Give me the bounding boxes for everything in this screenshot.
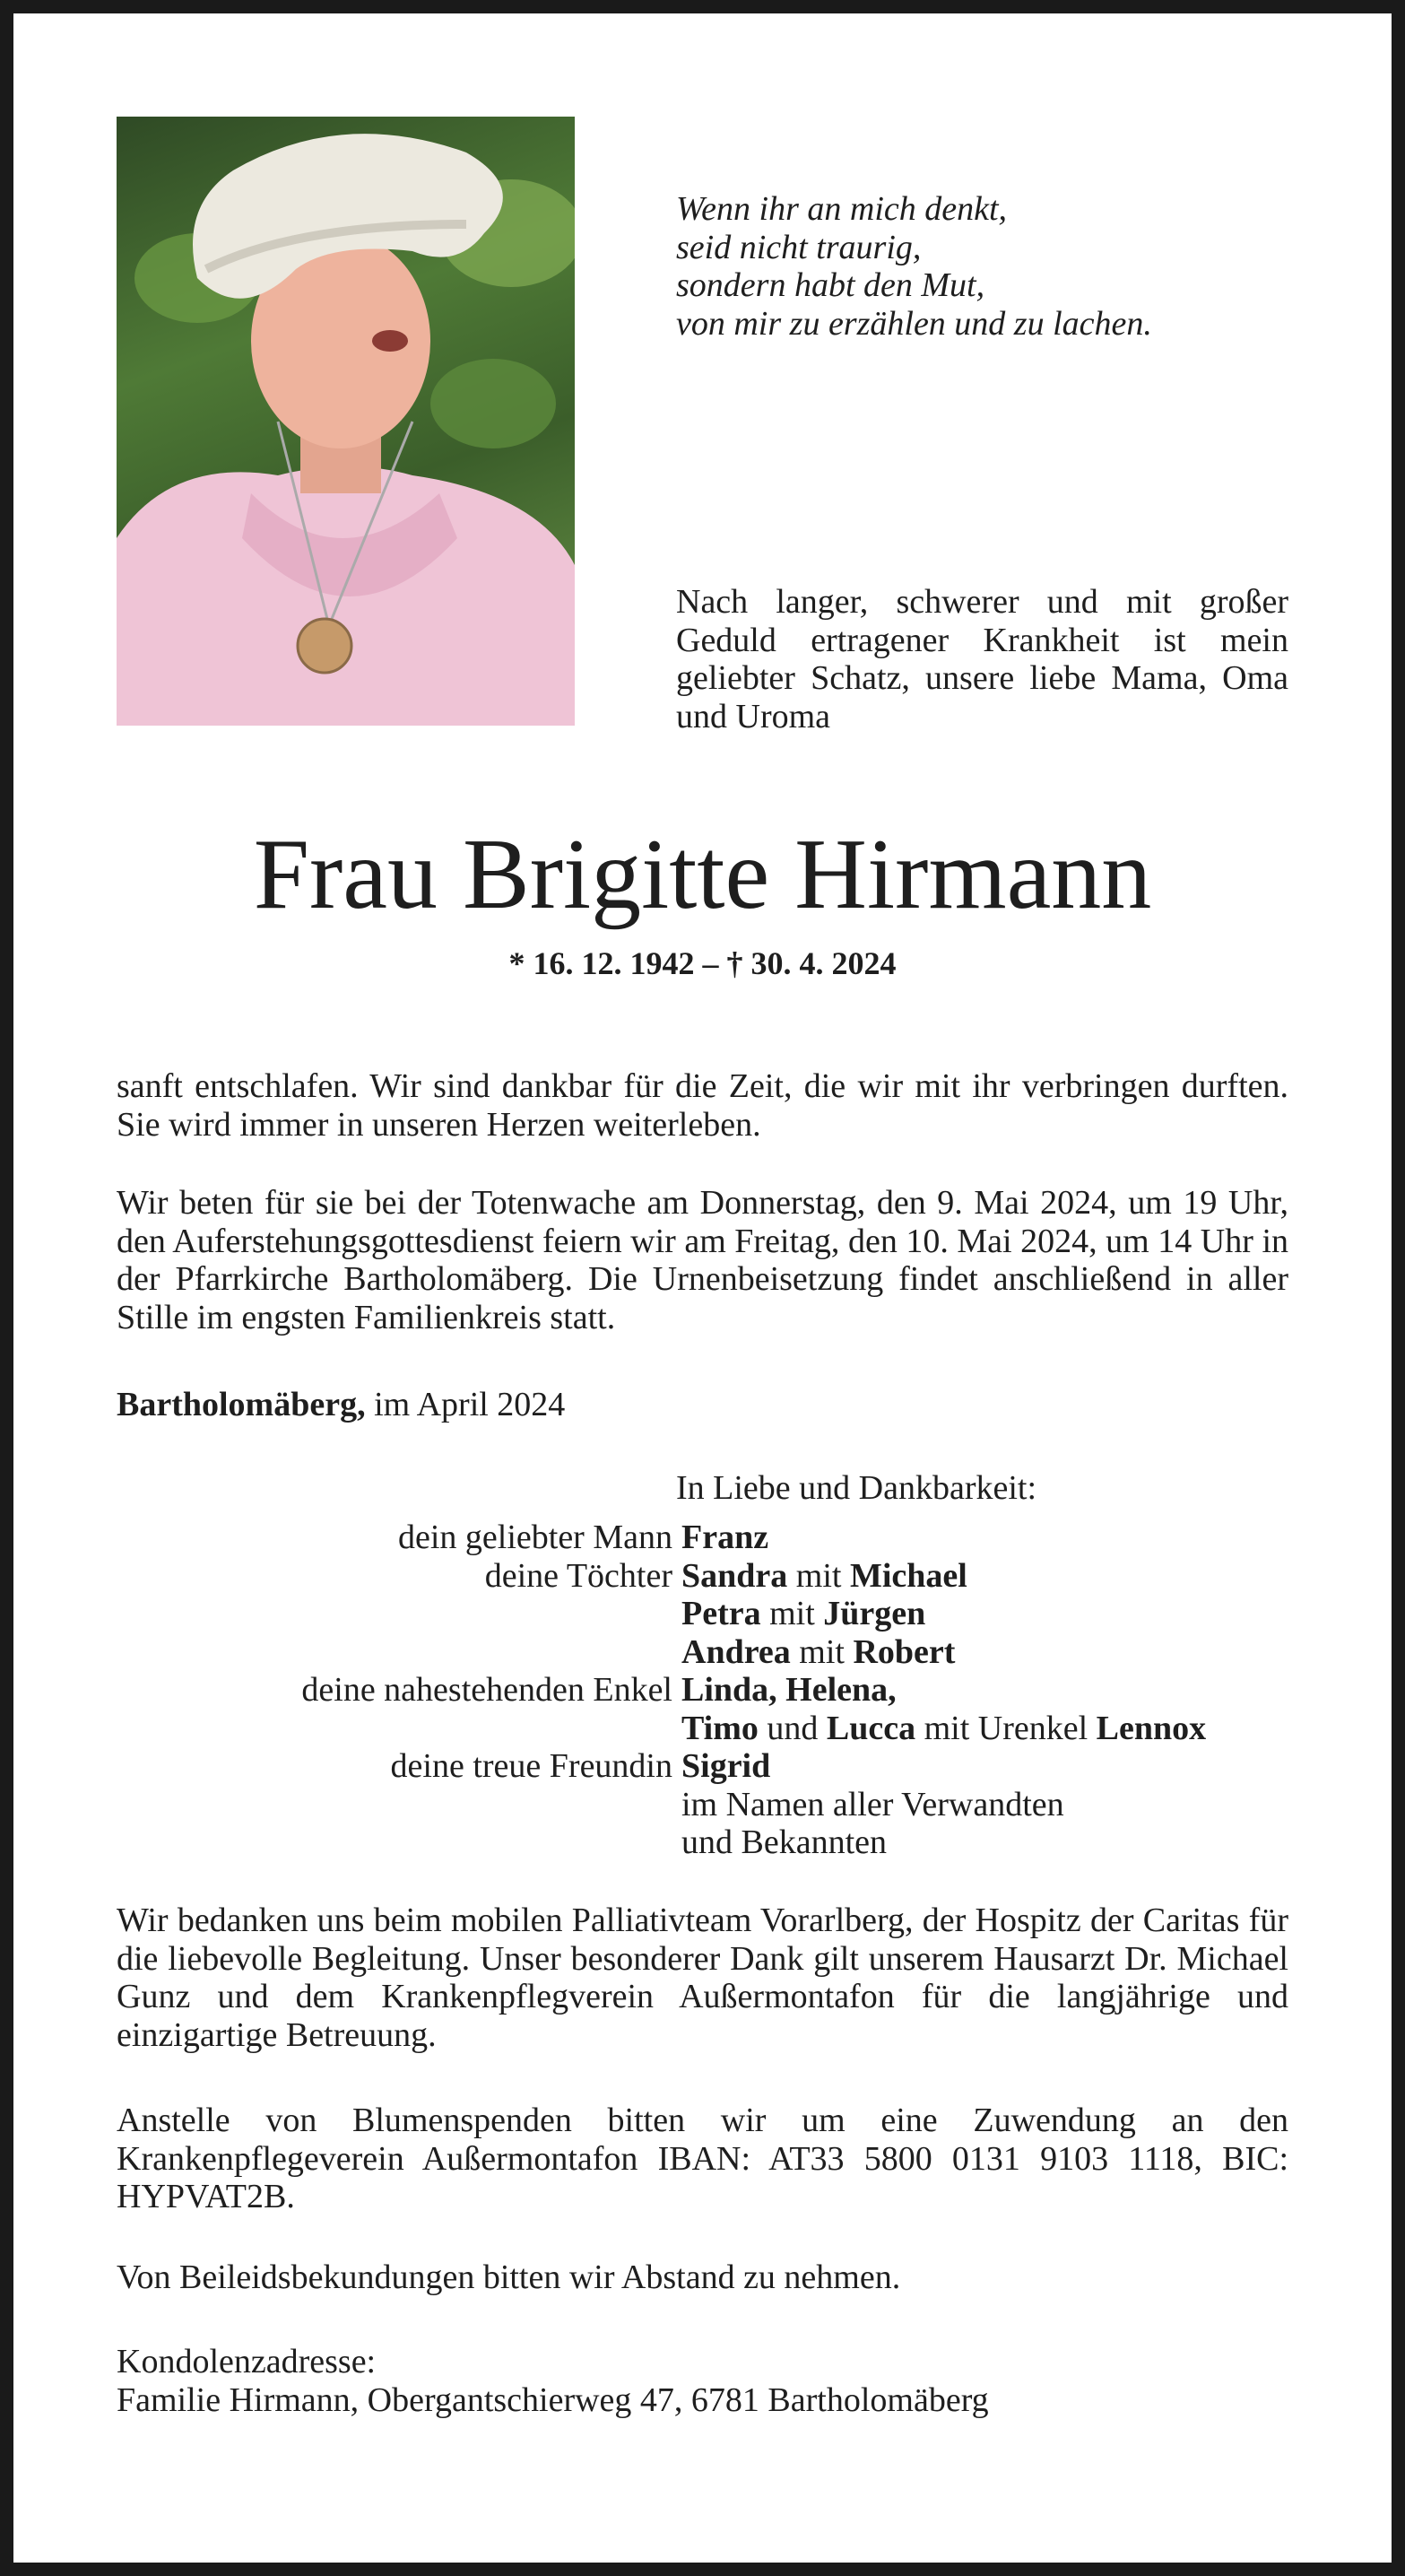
mourner-row: [117, 1823, 1300, 1862]
poem: [676, 190, 1304, 343]
mourner-names: [681, 1786, 1064, 1824]
mourner-names: [681, 1557, 967, 1596]
deceased-name: Frau Brigitte Hirmann: [253, 819, 1152, 930]
mourners-list: [117, 1519, 1300, 1862]
mourner-names: [681, 1519, 768, 1557]
mourner-row: [117, 1595, 1300, 1633]
mourner-connector: und: [758, 1709, 827, 1747]
mourner-name: Linda, Helena,: [681, 1671, 897, 1709]
obituary-page: [13, 13, 1392, 2563]
date: im April 2024: [365, 1386, 566, 1423]
mourner-relation: deine nahestehenden Enkel: [301, 1671, 672, 1709]
mourners-heading: In Liebe und Dankbarkeit:: [676, 1469, 1037, 1507]
mourner-name: Sigrid: [681, 1747, 771, 1785]
mourner-name: Robert: [853, 1632, 956, 1671]
mourner-row: [117, 1557, 1300, 1596]
mourner-connector: mit Urenkel: [915, 1709, 1097, 1747]
mourner-row: [117, 1786, 1300, 1824]
mourner-relation: deine treue Freundin: [390, 1747, 672, 1785]
mourner-connector: mit: [787, 1556, 850, 1595]
mourner-row: [117, 1671, 1300, 1710]
poem-line: Wenn ihr an mich denkt,: [676, 190, 1008, 228]
mourner-row: [117, 1519, 1300, 1557]
place: Bartholomäberg,: [117, 1386, 366, 1423]
condolence-label: Kondolenzadresse:: [117, 2343, 377, 2380]
mourner-names: [681, 1633, 955, 1672]
mourner-relation: deine Töchter: [484, 1556, 672, 1595]
mourner-name: Michael: [849, 1556, 967, 1595]
paragraph-passing: sanft entschlafen. Wir sind dankbar für die Zeit, die wir mit ihr verbringen durften. Sie wird immer in unseren Herzen weiterleben.: [117, 1067, 1288, 1144]
condolence-block: [117, 2343, 1288, 2419]
mourner-connector: im Namen aller Verwandten: [681, 1785, 1064, 1823]
mourner-name: Jürgen: [823, 1595, 926, 1632]
mourner-row: [117, 1747, 1300, 1786]
poem-line: von mir zu erzählen und zu lachen.: [676, 304, 1152, 343]
paragraph-services: Wir beten für sie bei der Totenwache am Donnerstag, den 9. Mai 2024, um 19 Uhr, den Auferstehungsgottesdienst feiern wir am Freitag, den 10. Mai 2024, um 14 Uhr in der Pfarrkirche Bartholomäberg. Die Urnenbeisetzung findet anschließend in aller Stille im engsten Familienkreis statt.: [117, 1184, 1288, 1336]
mourner-names: [681, 1710, 1206, 1748]
life-dates: * 16. 12. 1942 – † 30. 4. 2024: [508, 945, 897, 981]
mourner-names: [681, 1747, 770, 1786]
poem-line: sondern habt den Mut,: [676, 266, 985, 304]
paragraph-thanks: Wir bedanken uns beim mobilen Palliativteam Vorarlberg, der Hospitz der Caritas für die liebevolle Begleitung. Unser besonderer Dank gilt unserem Hausarzt Dr. Michael Gunz und dem Krankenpflegverein Außermontafon für die langjährige und einzigartige Betreuung.: [117, 1902, 1288, 2054]
condolence-address: Familie Hirmann, Obergantschierweg 47, 6781 Bartholomäberg: [117, 2380, 989, 2419]
mourner-name: Petra: [681, 1595, 761, 1632]
mourner-name: Franz: [681, 1519, 769, 1556]
mourner-connector: und Bekannten: [681, 1823, 888, 1861]
mourner-relation: dein geliebter Mann: [397, 1519, 672, 1556]
mourner-connector: mit: [790, 1632, 854, 1671]
portrait-photo: [117, 117, 575, 726]
paragraph-donations: Anstelle von Blumenspenden bitten wir um eine Zuwendung an den Krankenpflegeverein Außermontafon IBAN: AT33 5800 0131 9103 1118, BIC: HYPVAT2B.: [117, 2102, 1288, 2215]
mourner-names: [681, 1595, 925, 1633]
place-date: [117, 1386, 1288, 1424]
intro-text: Nach langer, schwerer und mit großer Geduld ertragener Krankheit ist mein geliebter Schatz, unsere liebe Mama, Oma und Uroma: [676, 583, 1288, 735]
mourner-name: Lennox: [1096, 1709, 1207, 1747]
paragraph-condolences: Von Beileidsbekundungen bitten wir Abstand zu nehmen.: [117, 2258, 901, 2296]
mourner-name: Timo: [681, 1709, 759, 1747]
mourner-name: Andrea: [681, 1632, 791, 1671]
mourner-row: [117, 1633, 1300, 1672]
mourner-name: Sandra: [681, 1556, 788, 1595]
poem-line: seid nicht traurig,: [676, 228, 922, 266]
mourner-names: [681, 1823, 887, 1862]
mourner-name: Lucca: [826, 1709, 916, 1747]
mourner-connector: mit: [760, 1595, 824, 1632]
mourner-row: [117, 1710, 1300, 1748]
mourner-names: [681, 1671, 897, 1710]
